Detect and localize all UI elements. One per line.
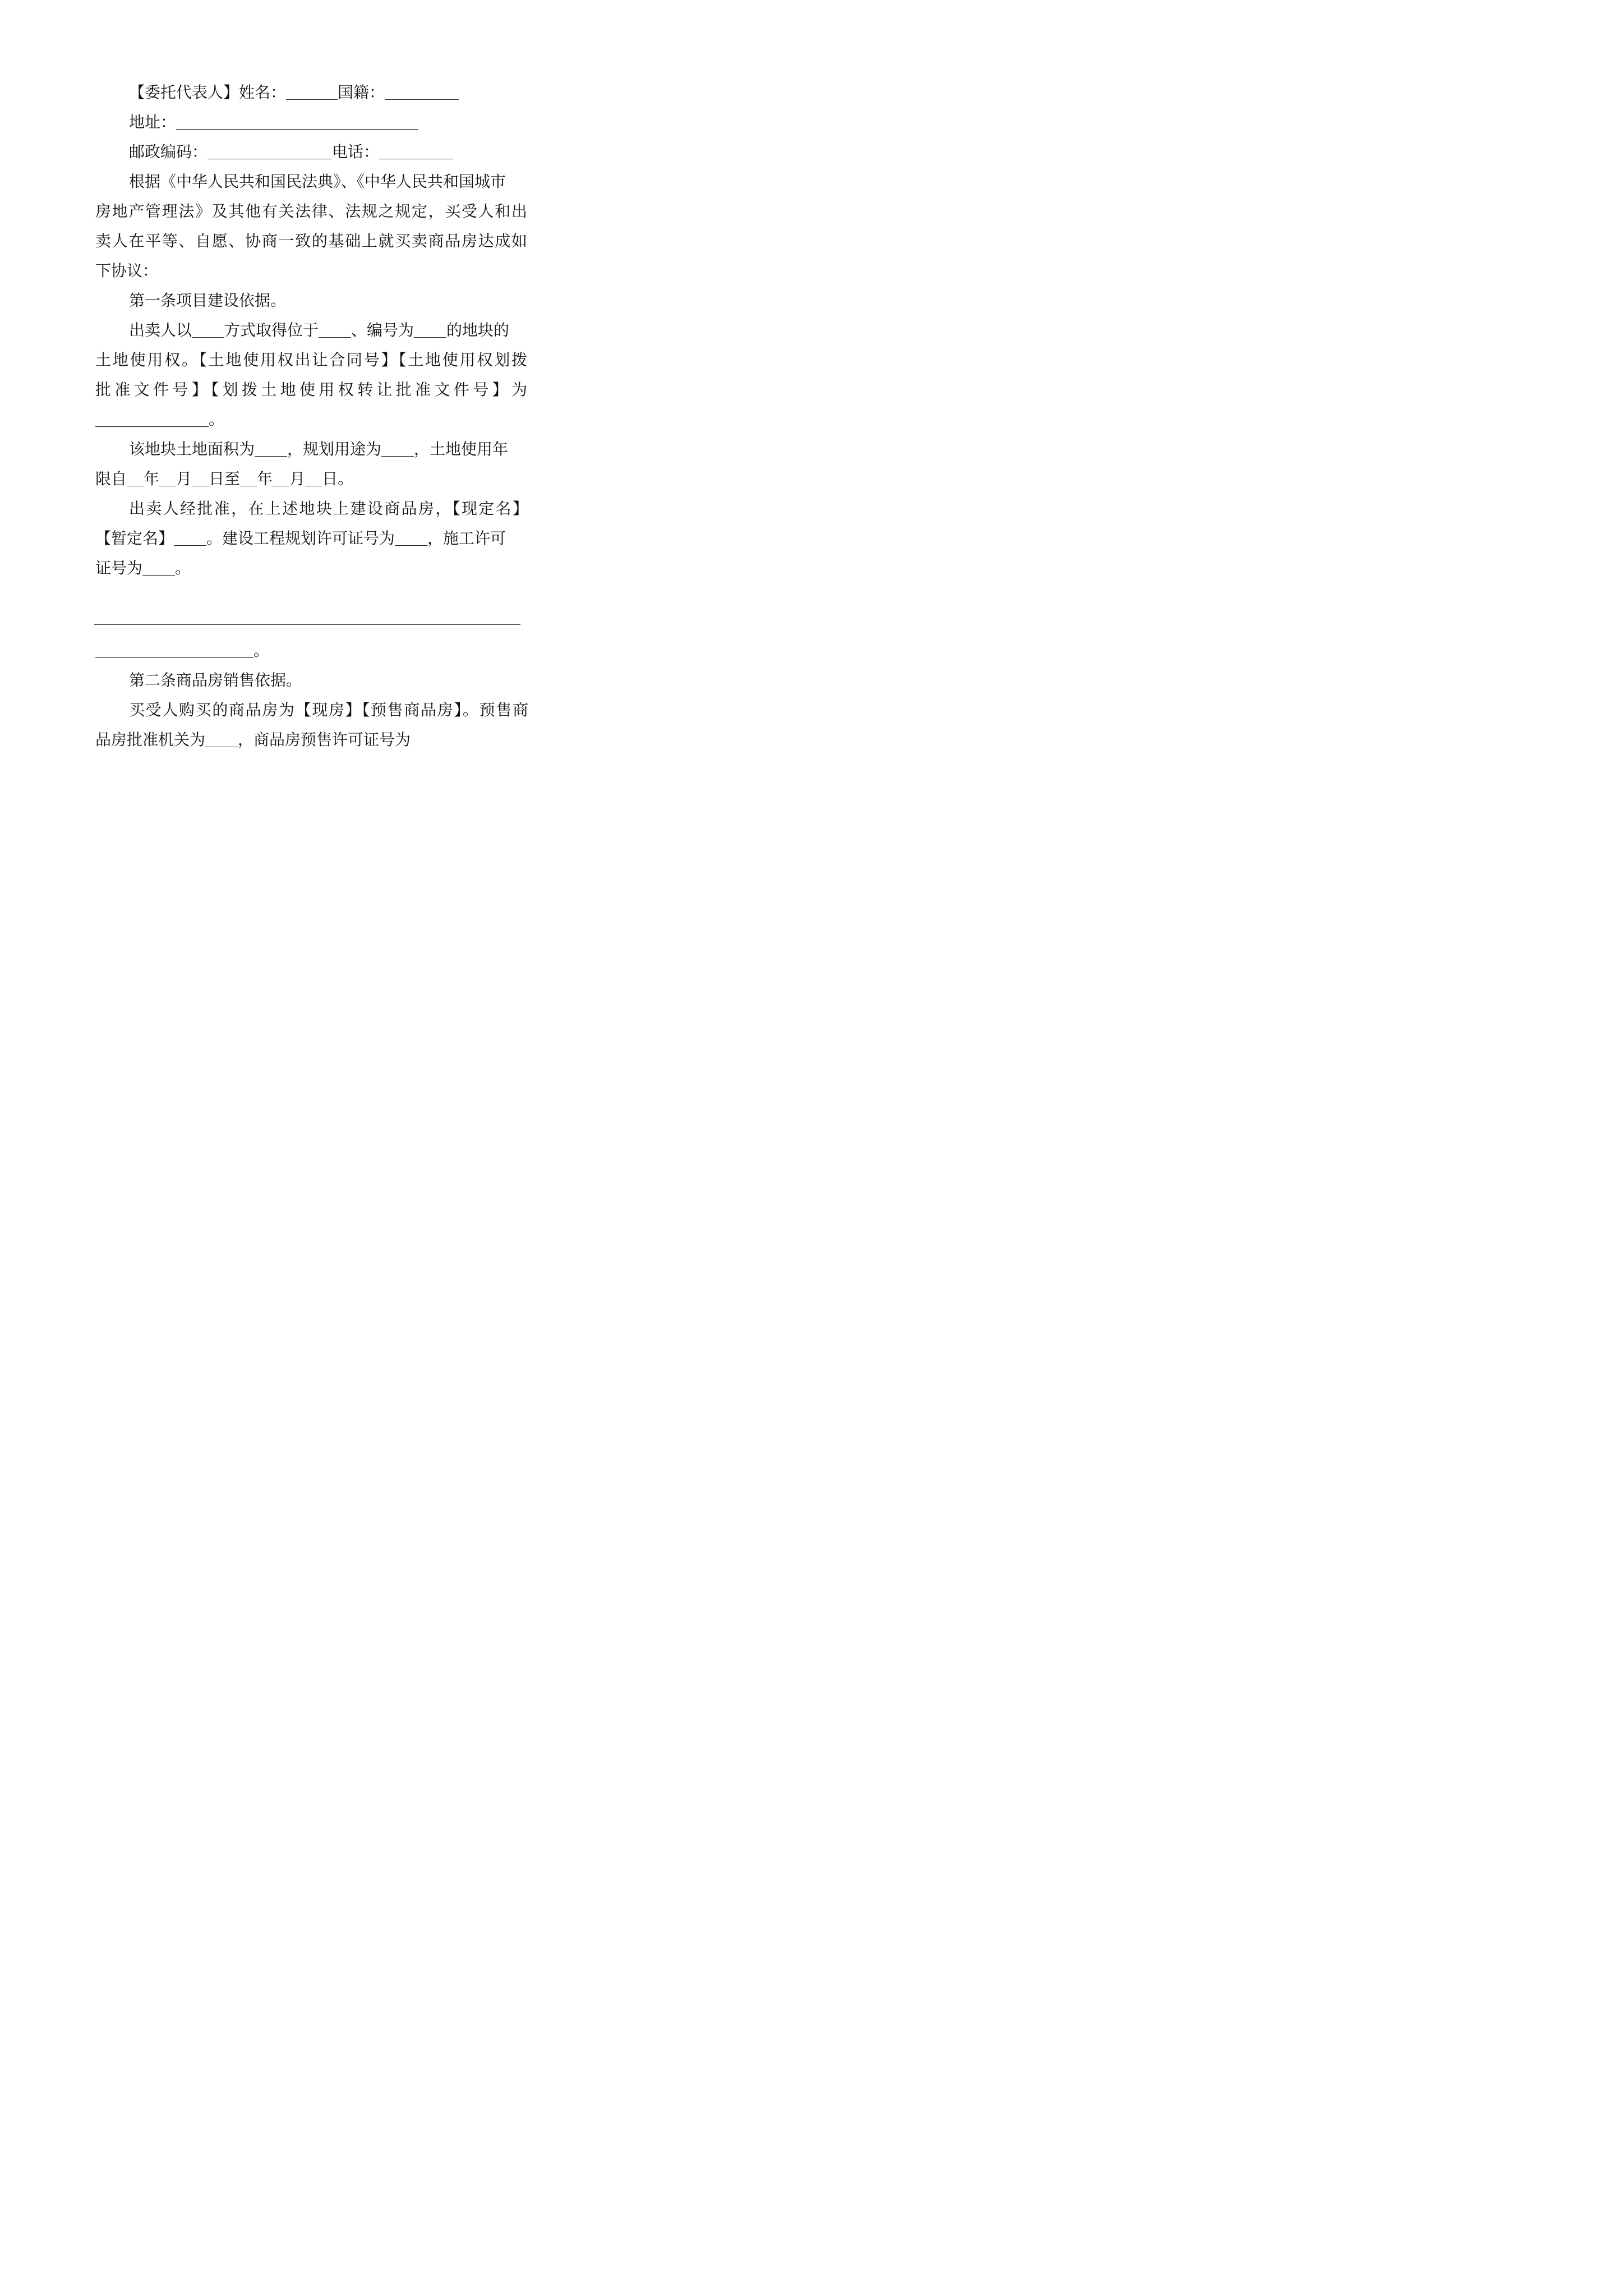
p2-day-2: 日。 bbox=[322, 470, 354, 488]
address-label: 地址： bbox=[129, 113, 177, 131]
construction-permit-blank bbox=[142, 560, 175, 576]
land-use-blank bbox=[381, 441, 414, 457]
start-month-blank bbox=[159, 471, 176, 486]
article1-p3-line-2 bbox=[95, 527, 506, 550]
p3-text-c: ，施工许可 bbox=[427, 529, 506, 547]
p2-text-b: ，规划用途为 bbox=[287, 440, 382, 458]
preamble-line-2: 房地产管理法》及其他有关法律、法规之规定，买受人和出 bbox=[95, 202, 527, 220]
approval-authority-blank bbox=[205, 732, 238, 747]
p3-text-d: 证号为 bbox=[95, 559, 143, 577]
planning-permit-blank bbox=[395, 531, 427, 546]
phone-blank bbox=[379, 144, 453, 159]
p2-month-2: 月 bbox=[289, 470, 306, 488]
article2-text-a: 品房批准机关为 bbox=[95, 730, 206, 749]
article2-line-2 bbox=[95, 729, 411, 751]
start-day-blank bbox=[192, 471, 209, 486]
article1-p1-line-4 bbox=[95, 408, 224, 431]
postcode-label: 邮政编码： bbox=[129, 142, 208, 161]
p2-day-1: 日至 bbox=[209, 470, 241, 488]
rep-label: 【委托代表人】姓名： bbox=[129, 83, 287, 102]
p2-year-2: 年 bbox=[257, 470, 273, 488]
article1-p3-line-1: 出卖人经批准，在上述地块上建设商品房，【现定名】 bbox=[129, 499, 528, 518]
document-page bbox=[0, 0, 620, 877]
extra-blank bbox=[95, 643, 253, 658]
p1-text-a: 出卖人以 bbox=[129, 321, 192, 339]
article1-title: 第一条项目建设依据。 bbox=[129, 291, 287, 310]
p2-year-1: 年 bbox=[144, 470, 160, 488]
article1-p1-line-1 bbox=[129, 319, 509, 342]
extra-end: 。 bbox=[253, 641, 270, 660]
article2-line-1: 买受人购买的商品房为【现房】【预售商品房】。预售商 bbox=[129, 701, 528, 719]
p1-end: 。 bbox=[209, 410, 225, 429]
p2-text-c: ，土地使用年 bbox=[414, 440, 509, 458]
nationality-label: 国籍： bbox=[338, 83, 385, 102]
p2-text-d: 限自 bbox=[95, 470, 127, 488]
postcode-blank bbox=[208, 144, 332, 159]
address-line bbox=[129, 111, 418, 134]
p1-text-c: 、编号为 bbox=[351, 321, 414, 339]
p3-text-a: 【暂定名】 bbox=[95, 529, 174, 547]
extra-blank-line bbox=[94, 624, 520, 625]
article1-p3-line-3 bbox=[95, 557, 191, 579]
end-month-blank bbox=[273, 471, 289, 486]
start-year-blank bbox=[127, 471, 144, 486]
article1-p2-line-1 bbox=[129, 438, 508, 461]
p1-text-d: 的地块的 bbox=[446, 321, 510, 339]
p3-text-e: 。 bbox=[175, 559, 191, 577]
p3-text-b: 。建设工程规划许可证号为 bbox=[206, 529, 395, 547]
address-blank bbox=[176, 114, 418, 130]
end-year-blank bbox=[240, 471, 257, 486]
article1-p1-line-3: 批准文件号】【划拨土地使用权转让批准文件号】为 bbox=[95, 380, 527, 399]
parcel-number-blank bbox=[414, 323, 446, 338]
postcode-line bbox=[129, 141, 453, 163]
preamble-line-4: 下协议： bbox=[95, 261, 159, 280]
project-name-blank bbox=[174, 531, 206, 546]
p2-month-1: 月 bbox=[176, 470, 192, 488]
p1-text-b: 方式取得位于 bbox=[224, 321, 319, 339]
preamble-line-3: 卖人在平等、自愿、协商一致的基础上就买卖商品房达成如 bbox=[95, 232, 527, 250]
extra-blank-line-2 bbox=[95, 639, 269, 662]
acquire-method-blank bbox=[192, 323, 224, 338]
rep-line bbox=[129, 81, 459, 104]
rep-name-blank bbox=[286, 85, 338, 100]
location-blank bbox=[319, 323, 351, 338]
p2-text-a: 该地块土地面积为 bbox=[129, 440, 255, 458]
article2-title: 第二条商品房销售依据。 bbox=[129, 671, 302, 689]
land-area-blank bbox=[255, 441, 287, 457]
phone-label: 电话： bbox=[332, 142, 380, 161]
contract-number-blank bbox=[95, 412, 209, 427]
article1-p2-line-2 bbox=[95, 468, 353, 490]
preamble-line-1: 根据《中华人民共和国民法典》、《中华人民共和国城市 bbox=[129, 172, 506, 191]
article2-text-b: ，商品房预售许可证号为 bbox=[238, 730, 411, 749]
nationality-blank bbox=[385, 85, 459, 100]
article1-p1-line-2: 土地使用权。【土地使用权出让合同号】【土地使用权划拨 bbox=[95, 351, 527, 369]
end-day-blank bbox=[305, 471, 322, 486]
